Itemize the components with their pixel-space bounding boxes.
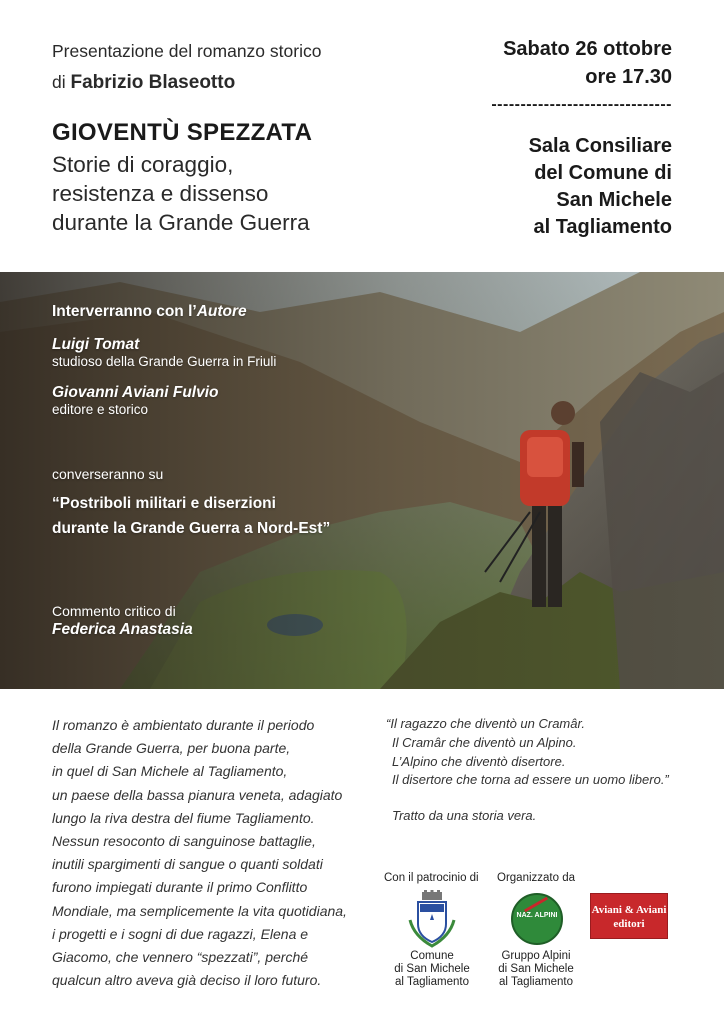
description-line: Nessun resoconto di sanguinose battaglie, — [52, 833, 316, 850]
author-name: Fabrizio Blaseotto — [70, 72, 236, 93]
publisher-logo-line: Aviani & Aviani — [591, 904, 667, 916]
quote-line: “Il ragazzo che diventò un Cramâr. — [386, 716, 585, 731]
event-datetime — [503, 35, 672, 91]
description-line: Il romanzo è ambientato durante il periodo — [52, 717, 315, 733]
caption-line: Gruppo Alpini — [501, 950, 571, 962]
description-line: della Grande Guerra, per buona parte, — [52, 740, 291, 757]
alpini-logo — [511, 893, 563, 945]
speaker-role: studioso della Grande Guerra in Friuli — [52, 354, 277, 369]
subtitle-line: resistenza e dissenso — [52, 181, 269, 206]
organized-label: Organizzato da — [497, 872, 575, 884]
speaker-name: Giovanni Aviani Fulvio — [52, 384, 219, 401]
quote-source: Tratto da una storia vera. — [392, 808, 537, 823]
speakers-heading — [52, 303, 247, 321]
intro-di: di — [52, 72, 66, 92]
book-quote — [386, 715, 669, 790]
description-line: lungo la riva destra del fiume Tagliamento. — [52, 809, 315, 826]
patronage-label: Con il patrocinio di — [384, 872, 479, 884]
topic-line: “Postriboli militari e diserzioni — [52, 495, 276, 512]
alpini-logo-text: NAZ. ALPINI — [516, 912, 558, 919]
event-date: Sabato 26 ottobre — [503, 38, 672, 60]
description-line: qualcun altro aveva già deciso il loro futuro. — [52, 972, 322, 989]
speakers-heading-italic: Autore — [196, 303, 247, 320]
intro-line: Presentazione del romanzo storico — [52, 41, 322, 61]
subtitle-line: Storie di coraggio, — [52, 152, 234, 177]
description-line: un paese della bassa pianura veneta, adagiato — [52, 786, 343, 803]
caption-line: di San Michele — [394, 963, 470, 975]
intro-block — [52, 36, 321, 98]
speakers-heading-prefix: Interverranno con l’ — [52, 303, 197, 320]
caption-line: al Tagliamento — [499, 976, 573, 988]
description-line: in quel di San Michele al Tagliamento, — [52, 763, 288, 780]
critic-name: Federica Anastasia — [52, 621, 193, 638]
event-venue — [432, 133, 672, 241]
venue-line: al Tagliamento — [533, 216, 672, 238]
description-line: Mondiale, ma semplicemente la vita quotidiana, — [52, 902, 347, 919]
quote-line: L’Alpino che diventò disertore. — [392, 753, 566, 769]
subtitle-line: durante la Grande Guerra — [52, 210, 310, 235]
speaker-1 — [52, 336, 276, 369]
quote-line: Il Cramâr che diventò un Alpino. — [392, 734, 577, 750]
critic-block — [52, 603, 193, 639]
speaker-name: Luigi Tomat — [52, 336, 140, 353]
speaker-role: editore e storico — [52, 402, 149, 417]
caption-line: al Tagliamento — [395, 976, 469, 988]
publisher-logo-line: editori — [613, 918, 645, 930]
description-line: Giacomo, che vennero “spezzati”, perché — [52, 949, 309, 966]
book-subtitle — [52, 150, 392, 237]
alpini-caption — [488, 950, 584, 989]
topic-line: durante la Grande Guerra a Nord-Est” — [52, 520, 331, 537]
divider: ------------------------------- — [491, 96, 672, 113]
speaker-2 — [52, 384, 219, 417]
publisher-logo — [590, 893, 668, 939]
comune-caption — [384, 950, 480, 989]
event-time: ore 17.30 — [585, 66, 672, 88]
venue-line: San Michele — [556, 189, 672, 211]
caption-line: Comune — [410, 950, 454, 962]
book-description — [52, 714, 372, 992]
description-line: furono impiegati durante il primo Conflitto — [52, 879, 308, 896]
comune-crest-logo — [408, 890, 456, 948]
author-line — [52, 67, 321, 98]
description-line: inutili spargimenti di sangue o quanti soldati — [52, 856, 323, 873]
caption-line: di San Michele — [498, 963, 574, 975]
description-line: i progetti e i sogni di due ragazzi, Elena e — [52, 925, 309, 942]
venue-line: Sala Consiliare — [528, 135, 672, 157]
venue-line: del Comune di — [534, 162, 672, 184]
book-title: GIOVENTÙ SPEZZATA — [52, 119, 313, 146]
talk-topic — [52, 491, 330, 541]
critic-label: Commento critico di — [52, 603, 176, 619]
converse-label: converseranno su — [52, 466, 164, 482]
feather-icon — [524, 897, 548, 913]
quote-line: Il disertore che torna ad essere un uomo libero.” — [392, 772, 669, 788]
